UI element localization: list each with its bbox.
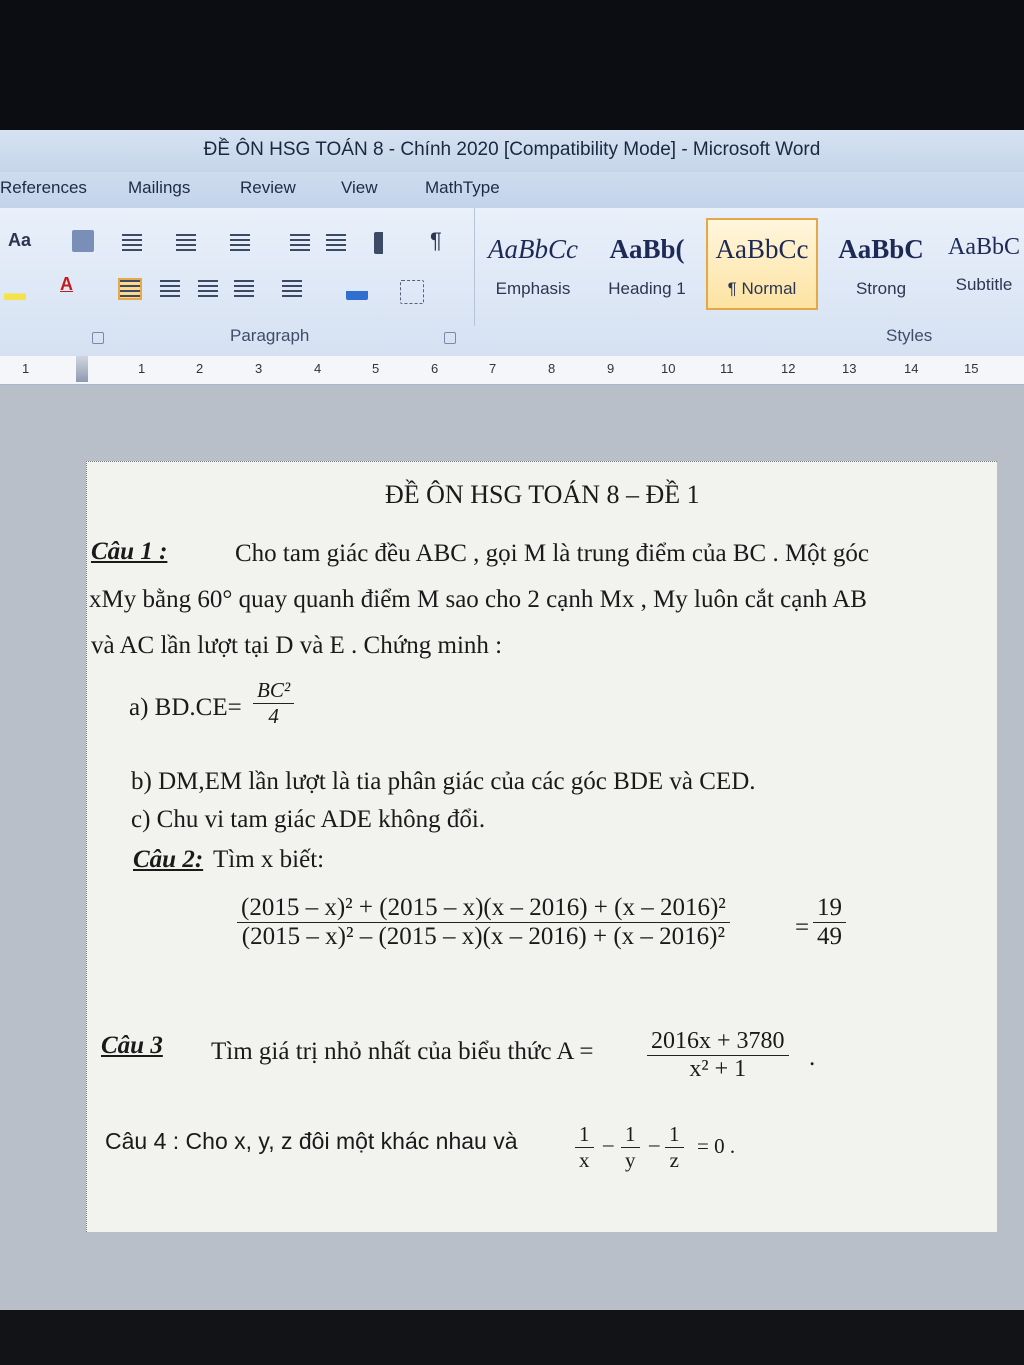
font-color-button[interactable]: A [60,274,73,294]
horizontal-ruler[interactable] [0,356,1024,385]
ruler-number: 5 [372,361,380,376]
fraction-denominator: 49 [817,923,842,950]
q1-line3: và AC lần lượt tại D và E . Chứng minh : [91,632,503,659]
q3-fraction [647,1028,789,1083]
paragraph-group-label: Paragraph [230,326,310,345]
ruler-number: 1 [22,361,30,376]
tab-references[interactable]: References [0,178,87,197]
q2-label: Câu 2: [133,846,204,873]
q1-line2: xMy bằng 60° quay quanh điểm M sao cho 2 cạnh Mx , My luôn cắt cạnh AB [89,586,867,613]
tab-view[interactable]: View [341,178,378,197]
q3-text: Tìm giá trị nhỏ nhất của biểu thức A = [211,1038,594,1065]
ruler-number: 1 [138,361,146,376]
ruler-number: 7 [489,361,497,376]
align-center-icon[interactable] [160,280,180,298]
q4-minus-2: – [649,1132,660,1156]
fraction-numerator: BC² [253,678,294,704]
tab-mathtype[interactable]: MathType [425,178,500,197]
window-title: ĐỀ ÔN HSG TOÁN 8 - Chính 2020 [Compatibility Mode] - Microsoft Word [203,139,821,160]
q4-fraction-y [621,1122,640,1173]
numbering-icon[interactable] [176,234,196,252]
q1-part-a-prefix: a) BD.CE= [129,694,242,721]
q2-equals: = [795,914,810,941]
style-normal[interactable] [706,218,818,310]
document-page[interactable] [86,461,997,1232]
align-left-icon[interactable] [120,280,140,298]
font-dialog-launcher-icon[interactable] [92,332,104,344]
style-emphasis[interactable] [478,218,588,310]
ruler-number: 3 [255,361,263,376]
bullets-icon[interactable] [122,234,142,252]
paragraph-dialog-launcher-icon[interactable] [444,332,456,344]
borders-icon[interactable] [400,280,424,304]
indent-marker-icon[interactable] [76,356,88,382]
ruler-number: 11 [720,361,734,376]
ruler-number: 2 [196,361,204,376]
q1-part-c: c) Chu vi tam giác ADE không đổi. [131,806,486,833]
fraction-numerator: 1 [665,1122,684,1148]
justify-icon[interactable] [234,280,254,298]
style-sample: AaBbCc [715,234,809,264]
ruler-number: 15 [964,361,979,376]
style-name: Emphasis [495,279,571,298]
increase-indent-icon[interactable] [326,234,346,252]
show-formatting-button[interactable]: ¶ [430,228,442,253]
styles-group-label: Styles [886,326,933,345]
style-subtitle[interactable] [944,218,1024,310]
style-name: Heading 1 [608,279,686,298]
multilevel-list-icon[interactable] [230,234,250,252]
fraction-numerator: 1 [575,1122,594,1148]
ruler-number: 10 [661,361,676,376]
style-sample: AaBb( [609,234,685,264]
line-spacing-icon[interactable] [282,280,302,298]
align-right-icon[interactable] [198,280,218,298]
q2-rhs-fraction [813,894,846,951]
style-heading-1[interactable] [592,218,702,310]
fraction-denominator: x² + 1 [689,1056,747,1082]
q4-fraction-z [665,1122,684,1173]
q1-line1: Cho tam giác đều ABC , gọi M là trung điểm của BC . Một góc [235,540,869,567]
fraction-numerator: 19 [813,894,846,923]
q2-lhs-fraction [237,894,730,951]
tab-review[interactable]: Review [240,178,296,197]
ruler-number: 9 [607,361,615,376]
style-sample: AaBbCc [488,234,578,264]
q1-part-b: b) DM,EM lần lượt là tia phân giác của các góc BDE và CED. [131,768,756,795]
title-bar [0,130,1024,172]
ruler-number: 13 [842,361,857,376]
fraction-denominator: y [625,1148,636,1172]
q3-label: Câu 3 [101,1032,163,1059]
tab-mailings[interactable]: Mailings [128,178,191,197]
style-name: Strong [855,279,907,298]
q2-text: Tìm x biết: [213,846,325,873]
q1-label: Câu 1 : [91,538,168,565]
q1-part-a-fraction [253,678,294,729]
highlight-icon[interactable] [4,278,26,300]
q4-end: = 0 . [697,1134,736,1158]
ruler-number: 4 [314,361,322,376]
q3-end: . [809,1044,816,1071]
ruler-number: 12 [781,361,796,376]
style-sample: AaBbC [838,234,924,264]
fraction-numerator: 1 [621,1122,640,1148]
ruler-number: 6 [431,361,439,376]
style-strong[interactable] [826,218,936,310]
ruler-number: 14 [904,361,919,376]
ruler-number: 8 [548,361,556,376]
style-sample: AaBbC [948,234,1020,260]
q4-fraction-x [575,1122,594,1173]
ribbon [0,208,1024,357]
change-case-button[interactable]: Aa [8,230,32,250]
q4-text: Câu 4 : Cho x, y, z đôi một khác nhau và [105,1128,518,1154]
clear-formatting-icon[interactable] [72,230,94,252]
document-heading: ĐỀ ÔN HSG TOÁN 8 – ĐỀ 1 [385,480,700,509]
fraction-denominator: (2015 – x)² – (2015 – x)(x – 2016) + (x – 2016)² [241,923,725,950]
style-name: Subtitle [955,275,1013,294]
sort-icon[interactable] [374,232,396,254]
word-window [0,130,1024,1310]
fraction-denominator: 4 [268,704,279,728]
q4-minus-1: – [603,1132,614,1156]
fraction-denominator: z [669,1148,679,1172]
decrease-indent-icon[interactable] [290,234,310,252]
document-area [0,385,1024,1310]
style-name: ¶ Normal [727,279,797,298]
fraction-numerator: 2016x + 3780 [647,1028,789,1056]
laptop-bezel [0,1310,1024,1365]
fraction-numerator: (2015 – x)² + (2015 – x)(x – 2016) + (x – 2016)² [237,894,730,923]
ribbon-tabs [0,172,1024,209]
shading-icon[interactable] [346,278,368,300]
fraction-denominator: x [579,1148,590,1172]
